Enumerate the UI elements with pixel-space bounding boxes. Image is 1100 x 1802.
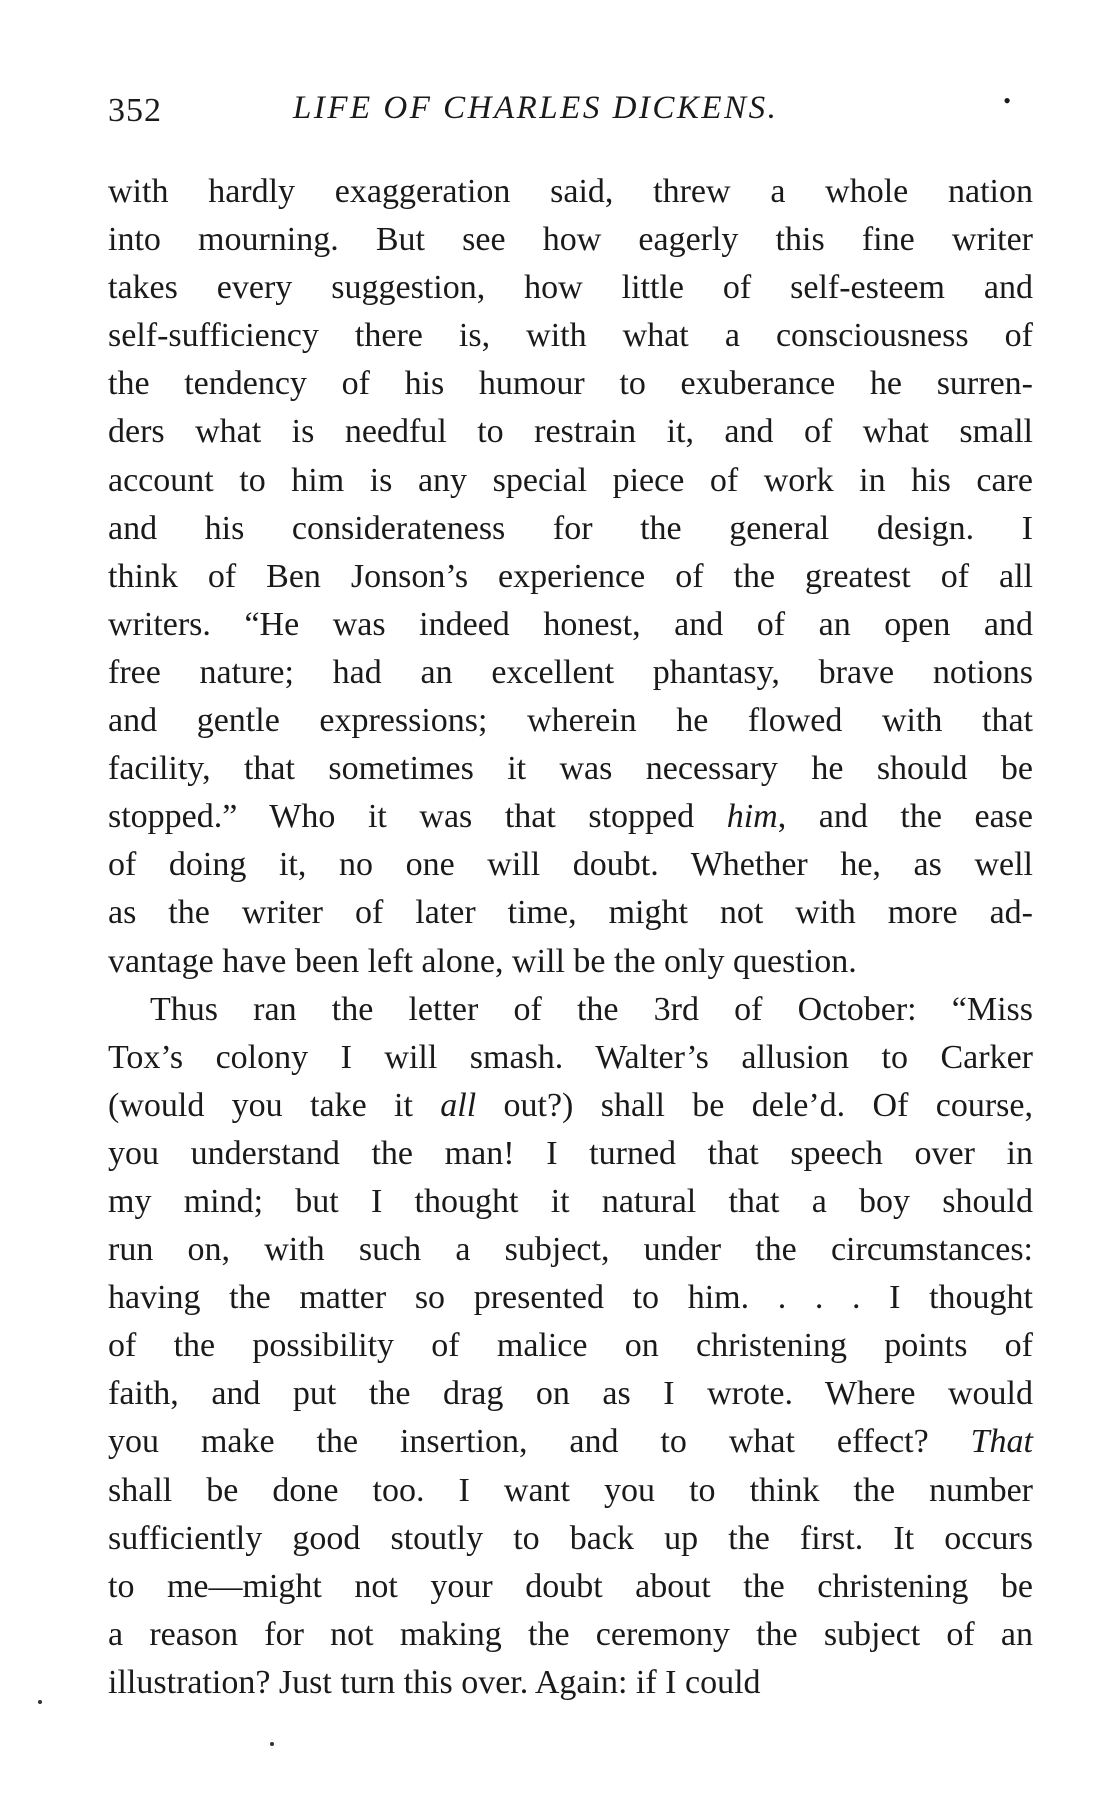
ink-speck bbox=[270, 1742, 274, 1746]
text-line: Thus ran the letter of the 3rd of October: “Miss bbox=[150, 990, 1033, 1028]
text-line: takes every suggestion, how little of self-esteem and bbox=[108, 269, 1033, 307]
text-line: stopped.” Who it was that stopped him, and the ease bbox=[108, 798, 1034, 836]
emphasis: That bbox=[970, 1423, 1033, 1461]
text-line: Tox’s colony I will smash. Walter’s allusion to Carker bbox=[108, 1038, 1033, 1076]
text-line: facility, that sometimes it was necessary he should be bbox=[108, 750, 1033, 788]
text-line: and gentle expressions; wherein he flowed with that bbox=[108, 702, 1033, 740]
text-line: writers. “He was indeed honest, and of an open and bbox=[108, 605, 1033, 643]
text-line: think of Ben Jonson’s experience of the greatest of all bbox=[108, 557, 1033, 595]
ink-speck bbox=[38, 1700, 42, 1704]
text-line: (would you take it all out?) shall be dele’d. Of course, bbox=[108, 1086, 1033, 1124]
text-line: sufficiently good stoutly to back up the first. It occurs bbox=[108, 1519, 1033, 1557]
text-line: into mourning. But see how eagerly this fine writer bbox=[108, 221, 1033, 259]
running-title: LIFE OF CHARLES DICKENS. bbox=[293, 90, 779, 126]
text-line: and his considerateness for the general design. I bbox=[108, 509, 1033, 547]
text-line: as the writer of later time, might not with more ad- bbox=[108, 894, 1033, 932]
text-line: of the possibility of malice on christening points of bbox=[108, 1327, 1033, 1365]
text-line: account to him is any special piece of work in his care bbox=[108, 461, 1033, 499]
text-line: run on, with such a subject, under the circumstances: bbox=[108, 1231, 1033, 1269]
running-head bbox=[108, 86, 1023, 136]
text-line: of doing it, no one will doubt. Whether he, as well bbox=[108, 846, 1033, 884]
text-line: free nature; had an excellent phantasy, brave notions bbox=[108, 653, 1033, 691]
emphasis: him bbox=[726, 798, 778, 836]
text-line: self-sufficiency there is, with what a consciousness of bbox=[108, 317, 1033, 355]
text-line: with hardly exaggeration said, threw a whole nation bbox=[108, 173, 1033, 210]
page-number: 352 bbox=[108, 92, 162, 129]
text-line: the tendency of his humour to exuberance he surren- bbox=[108, 365, 1033, 403]
text-line: you make the insertion, and to what effect? That bbox=[108, 1423, 1033, 1461]
text-line: faith, and put the drag on as I wrote. Where would bbox=[108, 1375, 1033, 1413]
text-line: illustration? Just turn this over. Again: if I could bbox=[108, 1663, 761, 1701]
text-line: ders what is needful to restrain it, and of what small bbox=[108, 413, 1033, 451]
text-line: having the matter so presented to him. . . . I thought bbox=[108, 1279, 1033, 1317]
text-line: my mind; but I thought it natural that a boy should bbox=[108, 1182, 1033, 1220]
emphasis: all bbox=[440, 1086, 477, 1124]
text-line: a reason for not making the ceremony the subject of an bbox=[108, 1615, 1033, 1653]
printer-mark: • bbox=[1003, 88, 1011, 113]
text-line: vantage have been left alone, will be the only question. bbox=[108, 942, 857, 980]
text-line: to me—might not your doubt about the christening be bbox=[108, 1567, 1033, 1605]
text-line: shall be done too. I want you to think the number bbox=[108, 1471, 1033, 1509]
text-line: you understand the man! I turned that speech over in bbox=[108, 1134, 1033, 1172]
body-text bbox=[108, 168, 1033, 1707]
